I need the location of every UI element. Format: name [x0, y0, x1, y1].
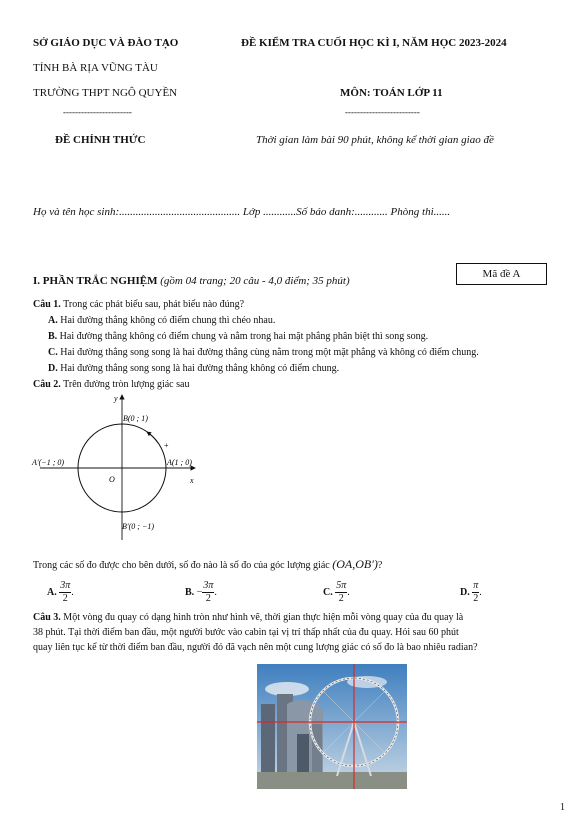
q2-stem: [33, 379, 189, 390]
fraction-denominator: 2: [205, 593, 211, 604]
dept-name: SỞ GIÁO DỤC VÀ ĐÀO TẠO: [33, 37, 179, 49]
q1-option-b: [48, 331, 428, 342]
province-name: TỈNH BÀ RỊA VŨNG TÀU: [33, 62, 158, 74]
q1-stem: [33, 299, 244, 310]
dash-right: -------------------------: [345, 107, 420, 117]
option-end: .: [347, 586, 350, 598]
y-axis-label: y: [114, 394, 118, 403]
exam-code-box: Mã đề A: [456, 263, 547, 285]
student-info-line: Họ và tên học sinh:............................................ Lớp ............Số báo danh:............ Phòng thi......: [33, 206, 451, 218]
option-end: .: [214, 586, 217, 598]
option-text: Hai đường thẳng không có điểm chung thì chéo nhau.: [60, 315, 276, 326]
origin-label: O: [109, 475, 115, 484]
q1-option-d: [48, 363, 339, 374]
q2-option-a: [47, 580, 74, 605]
option-label: D.: [460, 586, 470, 598]
q2-text: Trên đường tròn lượng giác sau: [63, 379, 190, 390]
option-label: B.: [48, 331, 58, 342]
q2-option-d: [460, 580, 482, 605]
section-heading: [33, 275, 350, 287]
point-b1-label: B′(0 ; −1): [122, 522, 155, 531]
option-label: C.: [48, 347, 58, 358]
question-mark: ?: [377, 560, 383, 571]
fraction-numerator: 3π: [203, 580, 214, 591]
page-number: 1: [560, 802, 565, 813]
option-sign: −: [196, 586, 203, 598]
point-a1-label: A′(−1 ; 0): [32, 458, 65, 467]
option-text: Hai đường thẳng song song là hai đường thẳng không có điểm chung.: [60, 363, 340, 374]
q3-line-3: quay liên tục kể từ thời điểm ban đầu, người đó đã vạch nên một cung lượng giác có số đo là bao nhiêu radian?: [33, 642, 478, 653]
option-label: B.: [185, 586, 195, 598]
option-label: A.: [48, 315, 58, 326]
q1-label: Câu 1.: [33, 299, 61, 310]
q3-label: Câu 3.: [33, 612, 61, 623]
fraction-numerator: 5π: [336, 580, 347, 591]
q3-line-2: 38 phút. Tại thời điểm ban đầu, một người bước vào cabin tại vị trí thấp nhất của đu quay. Hỏi sau 60 phút: [33, 627, 459, 638]
ferris-wheel-photo: [257, 664, 407, 789]
q1-option-a: [48, 315, 275, 326]
option-text: Hai đường thẳng song song là hai đường thẳng cùng nằm trong một mặt phẳng và không có điểm chung.: [60, 347, 479, 358]
q3-text-1: Một vòng đu quay có dạng hình tròn như hình vẽ, thời gian thực hiện mỗi vòng quay của đu quay là: [63, 612, 464, 623]
option-label: C.: [323, 586, 333, 598]
q2-option-c: [323, 580, 350, 605]
q2-option-b: [185, 580, 217, 605]
option-label: D.: [48, 363, 58, 374]
q1-option-c: [48, 347, 479, 358]
plus-sign: +: [164, 441, 169, 450]
fraction-denominator: 2: [473, 593, 479, 604]
fraction-denominator: 2: [338, 593, 344, 604]
exam-title: ĐỀ KIỂM TRA CUỐI HỌC KÌ I, NĂM HỌC 2023-2024: [241, 37, 507, 49]
x-axis-label: x: [190, 476, 194, 485]
dash-left: -----------------------: [63, 107, 132, 117]
fraction-numerator: 3π: [60, 580, 71, 591]
option-label: A.: [47, 586, 57, 598]
option-end: .: [71, 586, 74, 598]
q1-text: Trong các phát biểu sau, phát biểu nào đúng?: [63, 299, 245, 310]
section-title: I. PHẦN TRẮC NGHIỆM: [33, 275, 158, 287]
q2-label: Câu 2.: [33, 379, 61, 390]
q2-question-text: Trong các số đo được cho bên dưới, số đo nào là số đo của góc lượng giác: [33, 560, 330, 571]
point-b-label: B(0 ; 1): [123, 414, 148, 423]
unit-circle-figure: [30, 392, 210, 542]
section-note: (gồm 04 trang; 20 câu - 4,0 điểm; 35 phút): [160, 275, 350, 287]
official-label: ĐỀ CHÍNH THỨC: [55, 134, 146, 146]
q3-line-1: [33, 612, 463, 623]
fraction-numerator: π: [473, 580, 479, 591]
school-name: TRƯỜNG THPT NGÔ QUYỀN: [33, 87, 178, 99]
fraction-denominator: 2: [62, 593, 68, 604]
point-a-label: A(1 ; 0): [167, 458, 192, 467]
angle-expression: (OA,OB′): [332, 557, 378, 571]
subject-title: MÔN: TOÁN LỚP 11: [340, 87, 443, 99]
option-end: .: [479, 586, 482, 598]
q2-question: [33, 557, 382, 572]
option-text: Hai đường thẳng không có điểm chung và nằm trong hai mặt phẳng phân biệt thì song song.: [59, 331, 429, 342]
positive-direction-arrow: [147, 432, 158, 443]
time-note: Thời gian làm bài 90 phút, không kể thời gian giao đề: [256, 134, 494, 146]
